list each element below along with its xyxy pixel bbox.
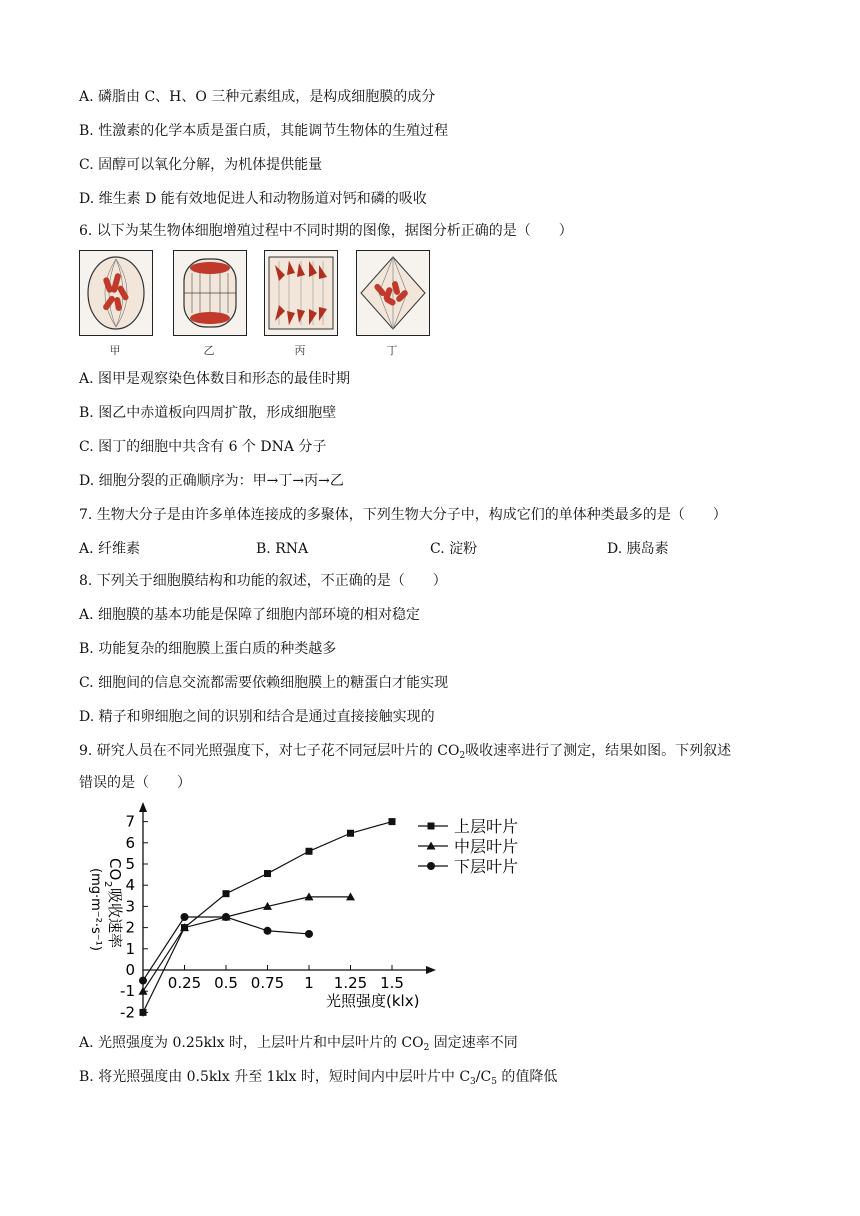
data-point-square [347, 830, 354, 837]
legend-label: 中层叶片 [454, 837, 519, 856]
cell-image-yi [173, 250, 247, 336]
q8-option-d: D. 精子和卵细胞之间的识别和结合是通过直接接触实现的 [79, 709, 435, 725]
y-tick-label: 1 [125, 939, 135, 958]
q9-b-post: 的值降低 [496, 1069, 558, 1085]
q6-option-d: D. 细胞分裂的正确顺序为：甲→丁→丙→乙 [79, 473, 344, 489]
x-tick-label: 1.25 [333, 974, 368, 992]
q6-option-b: B. 图乙中赤道板向四周扩散，形成细胞壁 [79, 405, 337, 421]
data-point-circle [139, 977, 147, 985]
data-point-circle [222, 913, 230, 921]
q9-a-pre: A. 光照强度为 0.25klx 时，上层叶片和中层叶片的 CO [79, 1035, 424, 1051]
caption-yi: 乙 [203, 344, 215, 357]
data-point-square [306, 848, 313, 855]
x-tick-label: 1 [304, 974, 314, 992]
data-point-square [264, 870, 271, 877]
q9-stem-post: 吸收速率进行了测定，结果如图。下列叙述 [465, 743, 732, 759]
q5-option-c: C. 固醇可以氧化分解，为机体提供能量 [79, 157, 323, 173]
q9-a-post: 固定速率不同 [429, 1035, 518, 1051]
q9-option-b [79, 1067, 557, 1087]
x-tick-label: 0.5 [214, 974, 238, 992]
y-tick-label: -1 [120, 982, 135, 1001]
q7-option-d: D. 胰岛素 [607, 541, 669, 557]
q9-b-mid: /C [475, 1069, 492, 1085]
q8-option-b: B. 功能复杂的细胞膜上蛋白质的种类越多 [79, 641, 337, 657]
y-tick-label: -2 [120, 1003, 135, 1022]
q9-stem-pre: 9. 研究人员在不同光照强度下，对七子花不同冠层叶片的 CO [79, 743, 460, 759]
data-point-square [389, 818, 396, 825]
chart-ylabel-rest: 吸收速率 [106, 888, 124, 949]
data-point-circle [181, 913, 189, 921]
caption-jia: 甲 [109, 344, 121, 357]
legend-label: 下层叶片 [454, 857, 519, 876]
y-tick-label: 2 [125, 918, 135, 937]
q9-b-sub2: 5 [491, 1077, 497, 1087]
q8-option-a: A. 细胞膜的基本功能是保障了细胞内部环境的相对稳定 [79, 607, 421, 623]
x-axis-arrow [426, 966, 436, 974]
y-tick-label: 3 [125, 897, 135, 916]
q9-a-sub: 2 [423, 1043, 430, 1053]
q7-option-b: B. RNA [256, 541, 309, 557]
chart-ylabel-sub: 2 [102, 881, 113, 888]
legend-marker [427, 862, 435, 870]
cell-image-jia [79, 250, 153, 336]
q5-option-b: B. 性激素的化学本质是蛋白质，其能调节生物体的生殖过程 [79, 123, 449, 139]
q6-option-c: C. 图丁的细胞中共含有 6 个 DNA 分子 [79, 439, 327, 455]
x-tick-label: 0.25 [167, 974, 202, 992]
q7-option-c: C. 淀粉 [430, 541, 478, 557]
y-tick-label: 6 [125, 833, 135, 852]
chart-legend [418, 817, 518, 876]
q9-stem-line2: 错误的是（ ） [79, 775, 191, 791]
q7-option-a: A. 纤维素 [79, 541, 141, 557]
chart-ylabel-main: CO [106, 858, 124, 881]
q6-stem: 6. 以下为某生物体细胞增殖过程中不同时期的图像，据图分析正确的是（ ） [79, 223, 573, 239]
q9-stem-line1 [79, 741, 731, 761]
y-axis-arrow [139, 802, 147, 812]
q5-option-d: D. 维生素 D 能有效地促进人和动物肠道对钙和磷的吸收 [79, 191, 427, 207]
q6-option-a: A. 图甲是观察染色体数目和形态的最佳时期 [79, 371, 351, 387]
chart-xlabel: 光照强度(klx) [326, 992, 420, 1010]
chart-ticks [120, 813, 404, 1022]
data-point-square [223, 890, 230, 897]
co2-absorption-chart [78, 800, 548, 1032]
cell-image-bing [264, 250, 338, 336]
q9-b-pre: B. 将光照强度由 0.5klx 升至 1klx 时，短时间内中层叶片中 C [79, 1069, 471, 1085]
legend-label: 上层叶片 [454, 817, 519, 836]
series-line-circle [143, 917, 309, 981]
q8-stem: 8. 下列关于细胞膜结构和功能的叙述，不正确的是（ ） [79, 573, 447, 589]
data-point-square [140, 1009, 147, 1016]
x-tick-label: 0.75 [250, 974, 285, 992]
x-tick-label: 1.5 [380, 974, 404, 992]
chart-ylabel-unit: (mg·m⁻²·s⁻¹) [88, 868, 103, 951]
y-tick-label: 4 [125, 876, 135, 895]
q9-option-a [79, 1033, 518, 1053]
q5-option-a: A. 磷脂由 C、H、O 三种元素组成，是构成细胞膜的成分 [79, 89, 436, 105]
y-tick-label: 5 [125, 855, 135, 873]
data-point-circle [305, 930, 313, 938]
caption-ding: 丁 [386, 344, 398, 357]
q7-stem: 7. 生物大分子是由许多单体连接成的多聚体，下列生物大分子中，构成它们的单体种类最多的是（ ） [79, 507, 727, 523]
legend-marker [428, 823, 435, 830]
q8-option-c: C. 细胞间的信息交流都需要依赖细胞膜上的糖蛋白才能实现 [79, 675, 449, 691]
data-point-circle [264, 927, 272, 935]
cell-division-figure [79, 250, 439, 362]
y-tick-label: 7 [125, 812, 135, 831]
q9-b-sub1: 3 [470, 1077, 476, 1087]
q9-stem-sub: 2 [459, 751, 466, 761]
cell-image-ding [356, 250, 430, 336]
y-tick-label: 0 [125, 961, 135, 979]
caption-bing: 丙 [294, 344, 306, 357]
